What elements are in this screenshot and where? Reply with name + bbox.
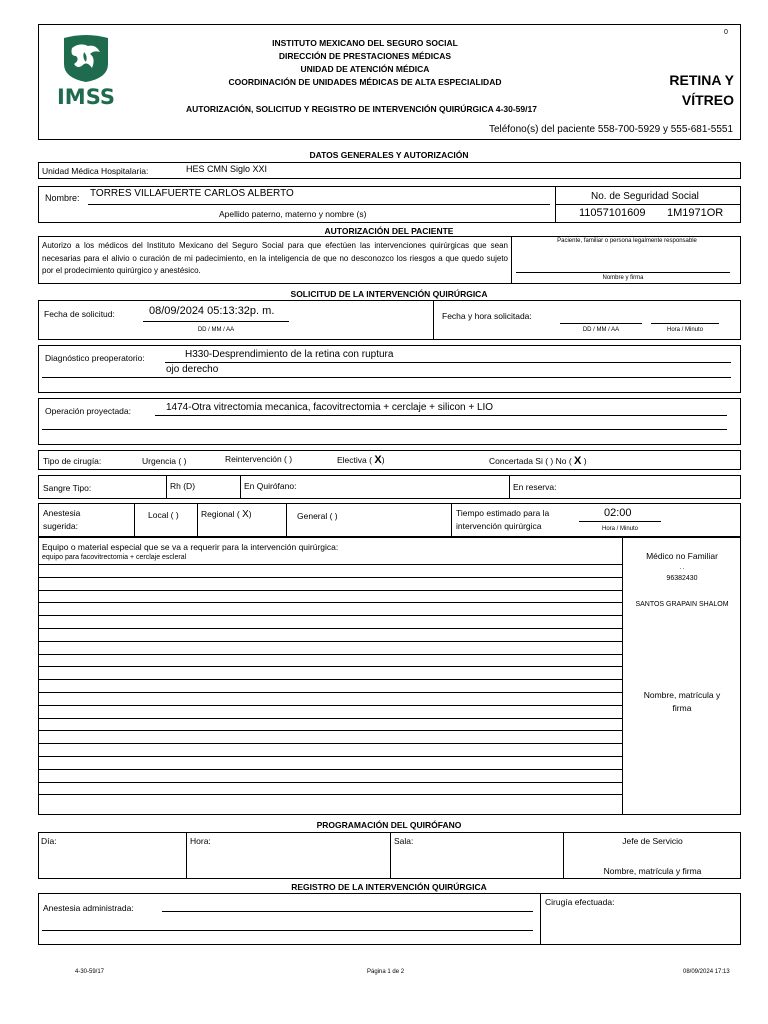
nss-code: 1M1971OR	[667, 207, 724, 219]
electiva-mark: X	[374, 454, 382, 466]
specialty-line-1: RETINA Y	[669, 72, 734, 88]
name-value: TORRES VILLAFUERTE CARLOS ALBERTO	[90, 188, 294, 199]
header-line-2: DIRECCIÓN DE PRESTACIONES MÉDICAS	[278, 51, 452, 61]
date-divider	[433, 300, 434, 340]
anesthesia-administered-label: Anestesia administrada:	[43, 903, 134, 913]
date-box	[38, 300, 741, 340]
logo-text: IMSS	[56, 85, 116, 109]
date-label: Fecha de solicitud:	[44, 309, 115, 319]
diagnosis-rule-2	[42, 377, 731, 378]
date-line	[143, 321, 289, 322]
imss-eagle-icon	[54, 34, 118, 84]
imss-logo	[54, 34, 118, 109]
date-value: 08/09/2024 05:13:32p. m.	[149, 305, 275, 317]
blood-divider-3	[509, 475, 510, 499]
header-line-4: COORDINACIÓN DE UNIDADES MÉDICAS DE ALTA ESPECIALIDAD	[228, 77, 502, 87]
authorization-section-title: AUTORIZACIÓN DEL PACIENTE	[324, 226, 454, 236]
time-line	[579, 521, 661, 522]
anesthesia-administered-line-2	[42, 930, 533, 931]
rh-label: Rh (D)	[170, 481, 196, 491]
request-section-title: SOLICITUD DE LA INTERVENCIÓN QUIRÚRGICA	[290, 289, 488, 299]
concertada-option	[489, 455, 587, 467]
anesthesia-divider-1	[134, 503, 135, 537]
electiva-text: Electiva (	[337, 455, 372, 465]
anesthesia-divider-2	[197, 503, 198, 537]
equipment-rule	[39, 718, 622, 719]
equipment-value: equipo para facovitrectomia + cerclaje escleral	[42, 554, 187, 561]
doctor-caption-1: Nombre, matrícula y	[643, 690, 721, 700]
requested-date-line	[560, 323, 642, 324]
concertada-close: )	[583, 456, 587, 466]
time-label-2: intervención quirúrgica	[456, 521, 542, 531]
equipment-rule	[39, 743, 622, 744]
equipment-rule	[39, 730, 622, 731]
record-divider	[540, 893, 541, 945]
anesthesia-label-1: Anestesia	[43, 508, 81, 518]
anesthesia-label-2: sugerida:	[43, 521, 78, 531]
regional-option	[201, 509, 252, 520]
authorization-divider	[511, 236, 512, 284]
footer-form-code: 4-30-59/17	[75, 969, 105, 975]
local-option: Local ( )	[148, 510, 179, 520]
equipment-rule	[39, 564, 622, 565]
authorization-text: Autorizo a los médicos del Instituto Mexicano del Seguro Social para que efectúen las intervenciones quirúrgicas que sean necesarias para el alivio o curación de mi padecimiento, en la inteligencia de que no desconozco los riesgos a que quedo sujeto por el prodecimiento quirúrgico y anestésico.	[42, 241, 508, 275]
schedule-section-title: PROGRAMACIÓN DEL QUIRÓFANO	[316, 820, 462, 830]
regional-close: )	[248, 509, 252, 519]
equipment-rule	[39, 577, 622, 578]
unit-label: Unidad Médica Hospitalaria:	[42, 166, 149, 176]
in-or-label: En Quirófano:	[244, 481, 297, 491]
footer-datetime: 08/09/2024 17:13	[683, 969, 730, 975]
blood-divider-1	[166, 475, 167, 499]
equipment-rule	[39, 666, 622, 667]
diagnosis-line-1: H330-Desprendimiento de la retina con ruptura	[185, 349, 394, 360]
reintervencion-option: Reintervención ( )	[225, 454, 293, 464]
equipment-rule	[39, 756, 622, 757]
chief-caption: Nombre, matrícula y firma	[603, 866, 702, 876]
signature-caption: Nombre y firma	[602, 275, 644, 281]
doctor-label: Médico no Familiar	[646, 551, 718, 561]
room-label: Sala:	[394, 836, 414, 846]
equipment-rule	[39, 692, 622, 693]
operation-rule-1	[155, 415, 727, 416]
concertada-mark: X	[574, 455, 582, 467]
anesthesia-administered-line	[162, 911, 533, 912]
regional-mark: X	[242, 509, 249, 520]
name-label: Nombre:	[45, 193, 80, 203]
equipment-rule	[39, 641, 622, 642]
equipment-label: Equipo o material especial que se va a requerir para la intervención quirúrgica:	[42, 542, 339, 552]
signature-line	[516, 272, 730, 273]
nss-value: 11057101609	[579, 207, 646, 219]
surgery-type-label: Tipo de cirugía:	[43, 456, 102, 466]
equipment-rule	[39, 654, 622, 655]
patient-phones: Teléfono(s) del paciente 558-700-5929 y 555-681-5551	[488, 124, 733, 135]
blood-divider-2	[240, 475, 241, 499]
nss-line	[555, 204, 741, 205]
equipment-rule	[39, 769, 622, 770]
operation-value: 1474-Otra vitrectomia mecanica, facovitrectomia + cerclaje + silicon + LIO	[166, 402, 494, 413]
operation-label: Operación proyectada:	[45, 406, 131, 416]
day-label: Día:	[41, 836, 57, 846]
requested-date-caption: DD / MM / AA	[582, 327, 620, 333]
equipment-rule	[39, 794, 622, 795]
equipment-rule	[39, 679, 622, 680]
schedule-divider-2	[390, 832, 391, 879]
general-section-title: DATOS GENERALES Y AUTORIZACIÓN	[309, 150, 469, 160]
equipment-rule	[39, 782, 622, 783]
page-number: 0	[724, 29, 728, 36]
equipment-rule	[39, 705, 622, 706]
general-option: General ( )	[297, 511, 338, 521]
name-caption: Apellido paterno, materno y nombre (s)	[219, 209, 367, 219]
record-box	[38, 893, 741, 945]
specialty-line-2: VÍTREO	[681, 92, 734, 108]
record-section-title: REGISTRO DE LA INTERVENCIÓN QUIRÚRGICA	[291, 882, 487, 892]
equipment-rule	[39, 602, 622, 603]
nss-label: No. de Seguridad Social	[591, 191, 699, 202]
time-value: 02:00	[604, 507, 632, 519]
doctor-id: 96382430	[666, 575, 698, 582]
doctor-caption-2: firma	[672, 703, 692, 713]
date-caption: DD / MM / AA	[197, 327, 235, 333]
equipment-rule	[39, 615, 622, 616]
electiva-option	[337, 454, 385, 466]
header-line-1: INSTITUTO MEXICANO DEL SEGURO SOCIAL	[272, 38, 458, 48]
diagnosis-label: Diagnóstico preoperatorio:	[45, 353, 145, 363]
anesthesia-divider-3	[286, 503, 287, 537]
name-line	[88, 204, 550, 205]
operation-rule-2	[42, 429, 727, 430]
footer-page: Página 1 de 2	[367, 969, 405, 975]
surgery-performed-label: Cirugía efectuada:	[545, 897, 615, 907]
anesthesia-divider-4	[451, 503, 452, 537]
urgencia-option: Urgencia ( )	[142, 456, 187, 466]
time-label-1: Tiempo estimado para la	[456, 508, 550, 518]
header-line-3: UNIDAD DE ATENCIÓN MÉDICA	[300, 64, 430, 74]
requested-date-label: Fecha y hora solicitada:	[442, 311, 532, 321]
electiva-close: )	[381, 455, 385, 465]
schedule-divider-1	[186, 832, 187, 879]
signer-label: Paciente, familiar o persona legalmente responsable	[557, 238, 697, 244]
blood-type-label: Sangre Tipo:	[43, 483, 92, 493]
regional-text: Regional (	[201, 509, 240, 519]
blood-box	[38, 475, 741, 499]
in-reserve-label: En reserva:	[513, 482, 557, 492]
requested-time-caption: Hora / Minuto	[666, 327, 703, 333]
equipment-rule	[39, 590, 622, 591]
form-title: AUTORIZACIÓN, SOLICITUD Y REGISTRO DE INTERVENCIÓN QUIRÚRGICA 4-30-59/17	[186, 104, 537, 114]
equipment-rule	[39, 628, 622, 629]
chief-label: Jefe de Servicio	[622, 836, 683, 846]
diagnosis-rule-1	[165, 362, 731, 363]
diagnosis-line-2: ojo derecho	[166, 364, 219, 375]
concertada-text: Concertada Si ( ) No (	[489, 456, 572, 466]
doctor-name: SANTOS GRAPAIN SHALOM	[635, 601, 729, 608]
hour-label: Hora:	[190, 836, 211, 846]
time-caption: Hora / Minuto	[601, 526, 638, 532]
requested-time-line	[651, 323, 719, 324]
doctor-dots: . .	[679, 565, 685, 571]
unit-value: HES CMN Siglo XXI	[186, 164, 268, 174]
